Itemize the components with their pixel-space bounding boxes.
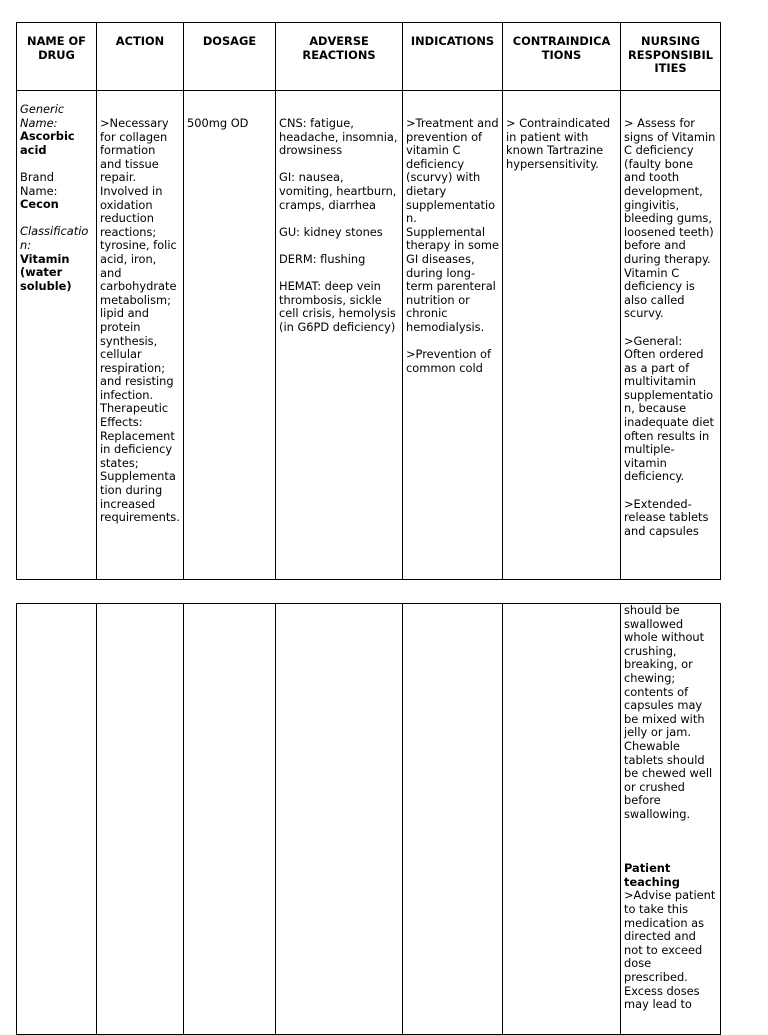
classification-label: Classification:	[20, 224, 89, 252]
continuation-row	[17, 604, 721, 1035]
nursing-continued-text: should be swallowed whole without crushing, breaking, or chewing; contents of capsules may be mixed with jelly or jam. Chewable tablets should be chewed well or crushed before swallowing.	[624, 603, 713, 821]
nursing-general: >General: Often ordered as a part of multivitamin supplementation, because inadequate diet often results in multiple-vitamin deficiency.	[624, 333, 714, 484]
drug-name-cell	[17, 91, 97, 580]
drug-study-table-page2	[16, 603, 721, 1035]
empty-cell	[276, 604, 403, 1035]
header-name-of-drug: NAME OF DRUG	[17, 23, 97, 91]
adverse-derm: DERM: flushing	[279, 251, 366, 266]
header-dosage: DOSAGE	[184, 23, 276, 91]
empty-cell	[184, 604, 276, 1035]
header-contraindications: CONTRAINDICA TIONS	[503, 23, 621, 91]
action-cell: >Necessary for collagen formation and tissue repair. Involved in oxidation reduction reactions; tyrosine, folic acid, iron, and carbohydrate metabolism; lipid and protein synthesis, cellular respiration; and resisting infection. Therapeutic Effects: Replacement in deficiency states; Supplementation during increased requirements.	[97, 91, 184, 580]
drug-row	[17, 91, 721, 580]
dosage-cell: 500mg OD	[184, 91, 276, 580]
empty-cell	[403, 604, 503, 1035]
generic-name-label: Generic Name:	[20, 102, 65, 130]
adverse-gi: GI: nausea, vomiting, heartburn, cramps, diarrhea	[279, 170, 397, 212]
patient-teaching-title: Patient teaching	[624, 861, 680, 889]
nursing-extended-release: >Extended-release tablets and capsules	[624, 496, 709, 538]
brand-name-label: Brand Name:	[20, 169, 58, 198]
indications-cell	[403, 91, 503, 580]
nursing-responsibilities-cell	[621, 91, 721, 580]
nursing-continued-cell	[621, 604, 721, 1035]
header-indications: INDICATIONS	[403, 23, 503, 91]
header-nursing-responsibilities: NURSING RESPONSIBIL ITIES	[621, 23, 721, 91]
drug-study-table-page1	[16, 22, 721, 580]
adverse-reactions-cell	[276, 91, 403, 580]
patient-teaching-text: >Advise patient to take this medication as directed and not to exceed dose prescribed. Excess doses may lead to	[624, 888, 716, 1012]
header-row	[17, 23, 721, 91]
header-action: ACTION	[97, 23, 184, 91]
adverse-cns: CNS: fatigue, headache, insomnia, drowsiness	[279, 116, 398, 158]
indication-treatment: >Treatment and prevention of vitamin C deficiency (scurvy) with dietary supplementation. Supplemental therapy in some GI diseases, during long-term parenteral nutrition or chronic hemodialysis.	[406, 116, 499, 334]
adverse-gu: GU: kidney stones	[279, 224, 383, 239]
brand-name-value: Cecon	[20, 197, 59, 212]
empty-cell	[97, 604, 184, 1035]
generic-name-value: Ascorbic acid	[20, 129, 75, 157]
empty-cell	[503, 604, 621, 1035]
empty-cell	[17, 604, 97, 1035]
adverse-hemat: HEMAT: deep vein thrombosis, sickle cell crisis, hemolysis (in G6PD deficiency)	[279, 279, 396, 334]
contraindications-cell: > Contraindicated in patient with known Tartrazine hypersensitivity.	[503, 91, 621, 580]
indication-prevention: >Prevention of common cold	[406, 347, 492, 375]
nursing-assess: > Assess for signs of Vitamin C deficiency (faulty bone and tooth development, gingivitis, bleeding gums, loosened teeth) before and during therapy. Vitamin C deficiency is also called scurvy.	[624, 116, 716, 321]
header-adverse-reactions: ADVERSE REACTIONS	[276, 23, 403, 91]
classification-value: Vitamin (water soluble)	[20, 251, 72, 293]
